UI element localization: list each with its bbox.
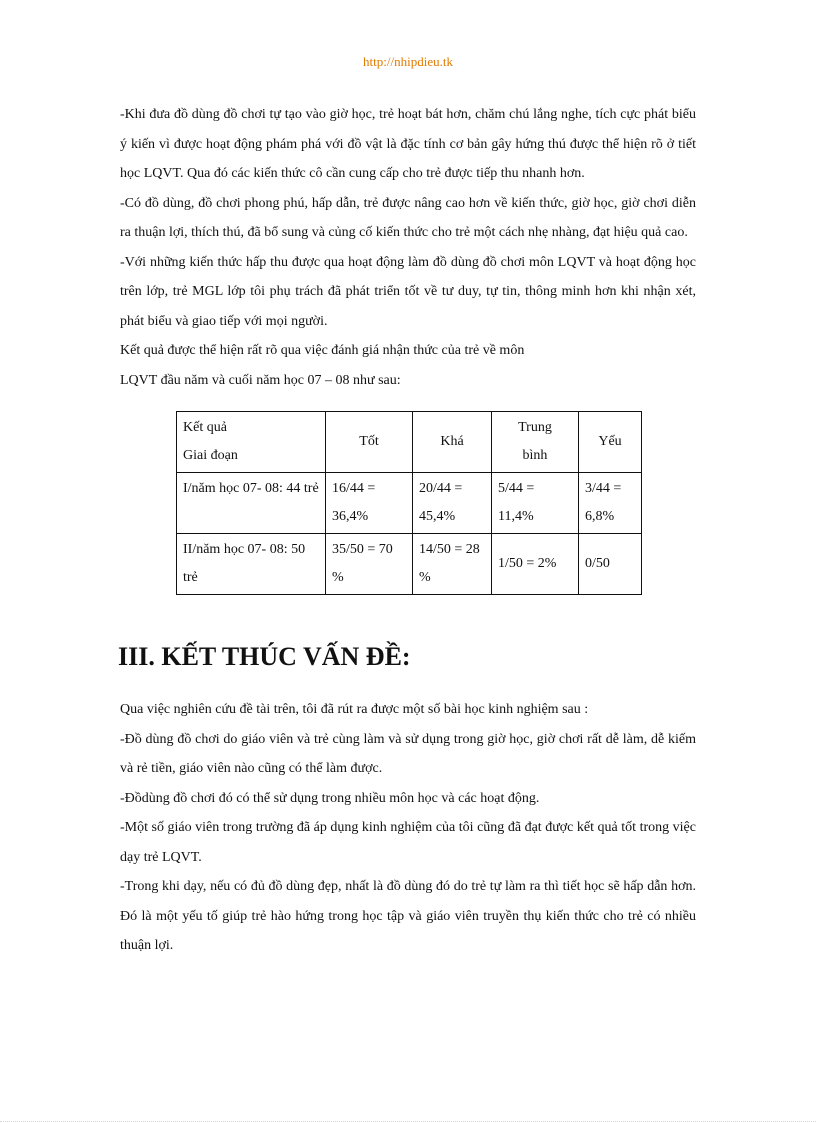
table-row [177, 473, 642, 534]
paragraph-lessons-intro: Qua việc nghiên cứu đề tài trên, tôi đã rút ra được một số bài học kinh nghiệm sau : [120, 702, 589, 717]
paragraph-lesson-4: -Trong khi dạy, nếu có đủ đồ dùng đẹp, nhất là đồ dùng đó do trẻ tự làm ra thì tiết học sẽ hấp dẫn hơn. Đó là một yếu tố giúp trẻ hào hứng trong học tập và giáo viên truyền thụ kiến thức cho trẻ có nhiều thuận lợi. [120, 879, 696, 953]
paragraph-benefit-knowledge: -Có đồ dùng, đồ chơi phong phú, hấp dẫn, trẻ được nâng cao hơn về kiến thức, giờ học, giờ chơi diễn ra thuận lợi, thích thú, đã bổ sung và củng cố kiến thức cho trẻ một cách nhẹ nhàng, đạt hiệu quả cao. [120, 195, 696, 240]
header-link[interactable]: http://nhipdieu.tk [363, 54, 453, 69]
header-result-label: Kết quả [183, 420, 227, 435]
row2-period: II/năm học 07- 08: 50 trẻ [177, 534, 326, 595]
paragraph-results-intro: Kết quả được thể hiện rất rõ qua việc đánh giá nhận thức của trẻ về môn [120, 343, 525, 358]
paragraph-lesson-1: -Đồ dùng đồ chơi do giáo viên và trẻ cùng làm và sử dụng trong giờ học, giờ chơi rất dễ làm, dễ kiếm và rẻ tiền, giáo viên nào cũng có thể làm được. [120, 731, 696, 776]
row1-tb: 5/44 = 11,4% [492, 473, 579, 534]
row1-tot: 16/44 = 36,4% [326, 473, 413, 534]
row2-yeu: 0/50 [579, 534, 642, 595]
header-cell-yeu: Yếu [579, 412, 642, 473]
table-row [177, 534, 642, 595]
header-tb-line2: bình [522, 448, 548, 463]
row2-tb: 1/50 = 2% [492, 534, 579, 595]
row1-yeu: 3/44 = 6,8% [579, 473, 642, 534]
paragraph-benefit-engagement: -Khi đưa đồ dùng đồ chơi tự tạo vào giờ học, trẻ hoạt bát hơn, chăm chú lắng nghe, tích cực phát biểu ý kiến vì được hoạt động phám phá với đồ vật là đặc tính cơ bản gây hứng thú được thể hiện rõ ở tiết học LQVT. Qua đó các kiến thức cô cần cung cấp cho trẻ được tiếp thu nhanh hơn. [120, 107, 696, 181]
header-period-label: Giai đoạn [183, 448, 238, 463]
document-body [120, 100, 696, 961]
row1-period: I/năm học 07- 08: 44 trẻ [177, 473, 326, 534]
header-cell-period [177, 412, 326, 473]
section-title: III. KẾT THÚC VẤN ĐỀ: [118, 642, 411, 671]
paragraph-benefit-development: -Với những kiến thức hấp thu được qua hoạt động làm đồ dùng đồ chơi môn LQVT và hoạt động học trên lớp, trẻ MGL lớp tôi phụ trách đã phát triển tốt về tư duy, tự tin, thông minh hơn khi nhận xét, phát biểu và giao tiếp với mọi người. [120, 254, 696, 329]
header-cell-tb [492, 412, 579, 473]
row2-kha: 14/50 = 28 % [413, 534, 492, 595]
paragraph-results-intro-cont: LQVT đầu năm và cuối năm học 07 – 08 như sau: [120, 372, 401, 388]
paragraph-lesson-2: -Đồdùng đồ chơi đó có thể sử dụng trong nhiều môn học và các hoạt động. [120, 790, 540, 806]
header-cell-tot: Tốt [326, 412, 413, 473]
header-tb-line1: Trung [518, 420, 552, 435]
paragraph-lesson-3: -Một số giáo viên trong trường đã áp dụng kinh nghiệm của tôi cũng đã đạt được kết quả tốt trong việc dạy trẻ LQVT. [120, 820, 696, 865]
row1-kha: 20/44 = 45,4% [413, 473, 492, 534]
header-cell-kha: Khá [413, 412, 492, 473]
table-header-row [177, 412, 642, 473]
row2-tot: 35/50 = 70 % [326, 534, 413, 595]
results-table [176, 411, 642, 595]
